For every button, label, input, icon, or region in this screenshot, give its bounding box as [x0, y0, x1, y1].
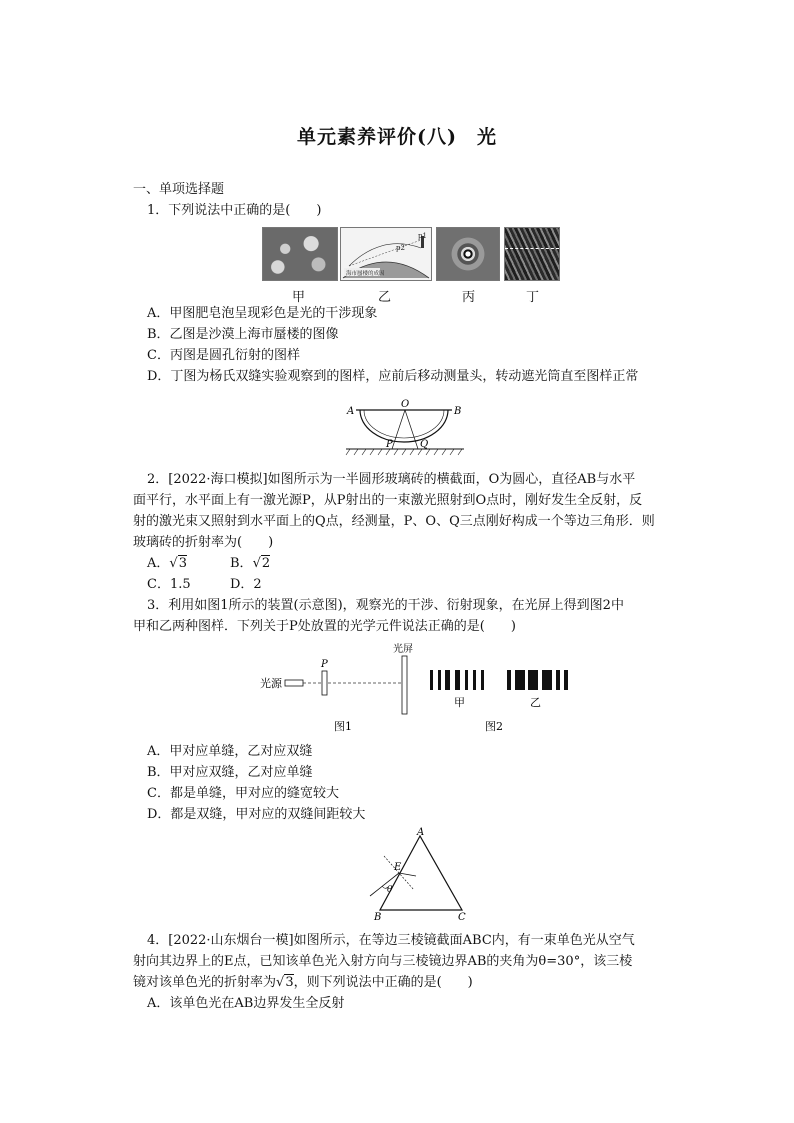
q2-line1: 2．[2022·海口模拟]如图所示为一半圆形玻璃砖的横截面，O为圆心，直径AB与水平: [147, 472, 636, 487]
q2-option-a-prefix: A．: [147, 556, 170, 571]
page-title: 单元素养评价(八) 光: [297, 126, 497, 148]
q4-line1: 4．[2022·山东烟台一模]如图所示，在等边三棱镜截面ABC内，有一束单色光从空气: [147, 933, 635, 948]
label-Q: Q: [420, 439, 429, 450]
prism-label-C: C: [458, 912, 466, 923]
q4-line3: [133, 974, 473, 992]
label-P-element: P: [321, 659, 328, 670]
pattern-jia-bars: [430, 670, 484, 690]
photo-label-jia: 甲: [292, 290, 306, 305]
prism-label-theta: θ: [387, 885, 393, 895]
q3-line1: 3．利用如图1所示的装置(示意图)，观察光的干涉、衍射现象，在光屏上得到图2中: [147, 598, 624, 613]
q3-option-a: A．甲对应单缝，乙对应双缝: [147, 744, 313, 759]
label-pattern-jia: 甲: [454, 696, 465, 709]
q2-option-a-radicand: 3: [178, 556, 187, 571]
photo-fringe-pattern: [504, 227, 560, 281]
q3-line2: 甲和乙两种图样．下列关于P处放置的光学元件说法正确的是( ): [133, 619, 516, 634]
mirage-p2-label: p2: [396, 244, 405, 252]
label-O: O: [401, 399, 410, 410]
photo-mirage-diagram: [340, 227, 432, 281]
semicircle-glass-figure: [344, 396, 466, 458]
photo-label-bing: 丙: [462, 290, 476, 305]
q4-line2: 射向其边界上的E点，已知该单色光入射方向与三棱镜边界AB的夹角为θ=30°，该三棱: [133, 954, 633, 969]
photo-circular-diffraction: [436, 227, 500, 281]
q2-option-b: [230, 555, 270, 573]
sqrt-icon: √2: [252, 556, 271, 571]
section-heading: 一、单项选择题: [133, 182, 225, 197]
mirage-caption: 海市蜃楼的成因: [346, 271, 385, 277]
q2-option-b-radicand: 2: [261, 556, 271, 571]
caption-fig1: 图1: [334, 720, 352, 733]
q2-line3: 射的激光束又照射到水平面上的Q点，经测量，P、O、Q三点刚好构成一个等边三角形．则: [133, 514, 655, 529]
label-A: A: [347, 406, 355, 417]
q1-option-c: C．丙图是圆孔衍射的图样: [147, 348, 300, 363]
q2-line4: 玻璃砖的折射率为( ): [133, 535, 274, 550]
sqrt-icon: √3: [169, 556, 187, 571]
photo-soap-bubbles: [262, 227, 338, 281]
prism-label-E: E: [394, 862, 402, 873]
mirage-p1-label: p1: [418, 232, 427, 240]
label-light-source: 光源: [260, 677, 282, 690]
q4-line3-radicand: 3: [285, 975, 294, 990]
label-B: B: [454, 406, 462, 417]
q4-line3-pre: 镜对该单色光的折射率为: [133, 975, 277, 990]
prism-label-A: A: [417, 827, 425, 838]
q1-option-b: B．乙图是沙漠上海市蜃楼的图像: [147, 327, 339, 342]
sqrt-icon: √3: [276, 975, 294, 990]
photo-label-ding: 丁: [526, 290, 540, 305]
label-pattern-yi: 乙: [530, 696, 541, 709]
slit-apparatus-figure: [255, 640, 575, 738]
q3-option-d: D．都是双缝，甲对应的双缝间距较大: [147, 807, 366, 822]
q3-option-b: B．甲对应双缝，乙对应单缝: [147, 765, 313, 780]
q1-option-d: D．丁图为杨氏双缝实验观察到的图样，应前后移动测量头，转动遮光筒直至图样正常: [147, 369, 639, 384]
q1-option-a: A．甲图肥皂泡呈现彩色是光的干涉现象: [147, 306, 378, 321]
q4-option-a: A．该单色光在AB边界发生全反射: [147, 996, 345, 1011]
caption-fig2: 图2: [485, 720, 503, 733]
label-P: P: [386, 439, 393, 450]
q2-line2: 面平行，水平面上有一激光源P，从P射出的一束激光照射到O点时，刚好发生全反射，反: [133, 493, 643, 508]
q2-option-b-prefix: B．: [230, 556, 253, 571]
q2-option-a: [147, 555, 187, 573]
pattern-yi-bars: [507, 670, 568, 690]
q2-option-d: D．2: [230, 577, 262, 592]
q4-line3-post: ，则下列说法中正确的是( ): [293, 975, 473, 990]
photo-label-yi: 乙: [378, 290, 392, 305]
q2-option-c: C．1.5: [147, 577, 191, 592]
prism-figure: [352, 826, 472, 924]
q3-option-c: C．都是单缝，甲对应的缝宽较大: [147, 786, 339, 801]
label-screen: 光屏: [393, 644, 413, 655]
prism-label-B: B: [374, 912, 382, 923]
q1-stem: 1．下列说法中正确的是( ): [147, 203, 322, 218]
